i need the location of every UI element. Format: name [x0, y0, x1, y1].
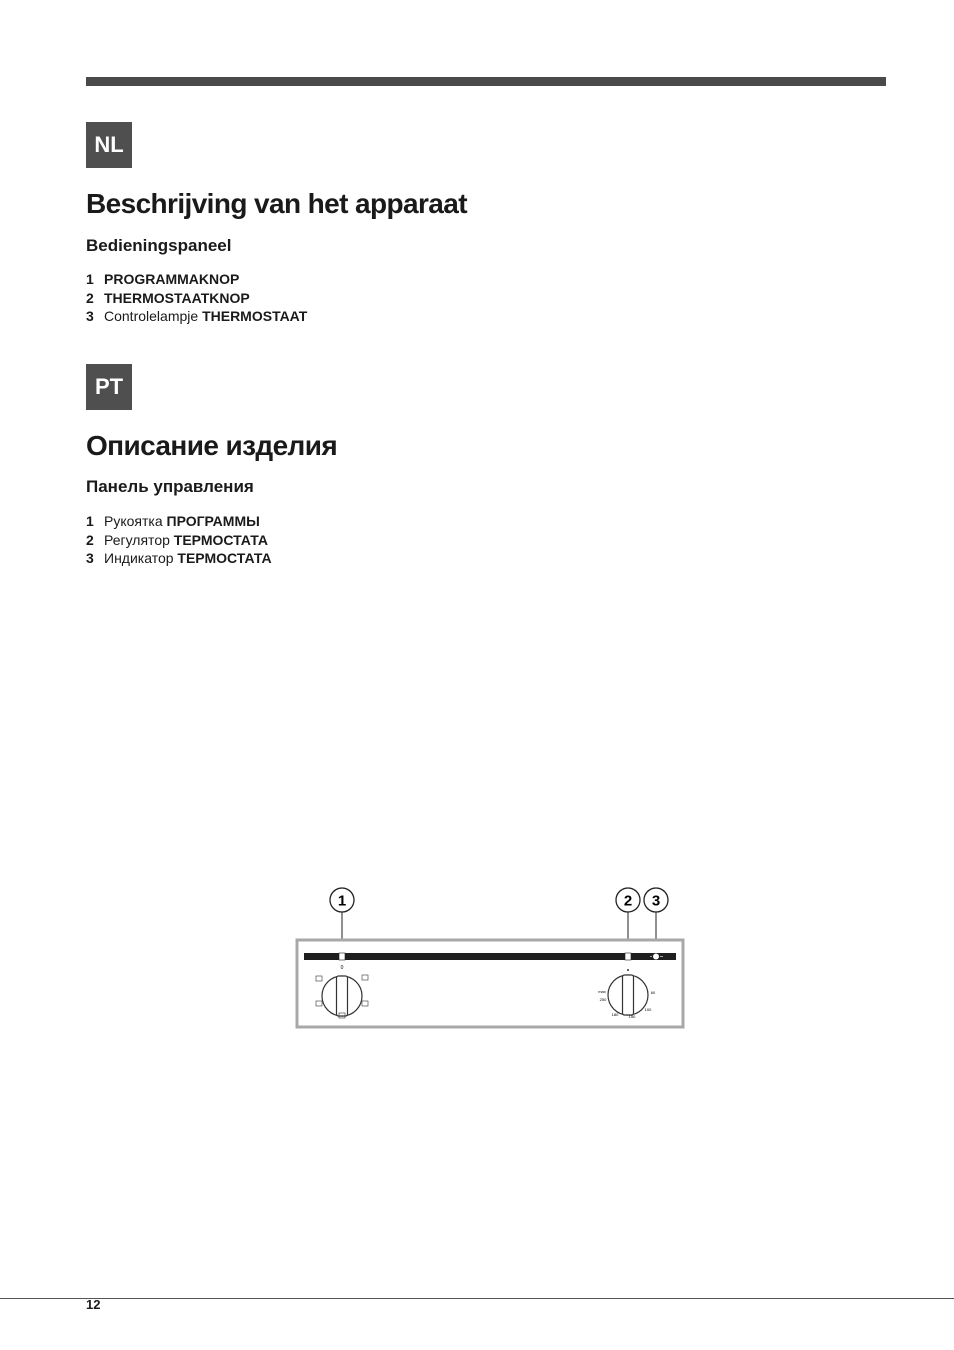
list-item: 1 Рукоятка ПРОГРАММЫ: [86, 513, 260, 529]
svg-text:150: 150: [628, 1014, 636, 1019]
svg-text:3: 3: [651, 892, 661, 910]
list-item: 2 Регулятор ТЕРМОСТАТА: [86, 531, 269, 548]
section-subtitle-pt: Панель управления: [86, 477, 254, 496]
list-item: 2 THERMOSTAATKNOP: [86, 289, 250, 306]
section-title-nl: Beschrijving van het apparaat: [86, 188, 467, 219]
component-list-nl: [86, 270, 307, 326]
footer-rule: [0, 1298, 954, 1299]
language-badge-pt: PT: [86, 364, 132, 410]
control-panel-figure: [290, 880, 690, 1035]
list-item: 3 Controlelampje THERMOSTAAT: [86, 308, 308, 324]
svg-text:2: 2: [623, 892, 633, 910]
language-badge-nl: NL: [86, 122, 132, 168]
top-rule: [86, 77, 886, 86]
svg-text:1: 1: [337, 892, 347, 910]
section-subtitle-nl: Bedieningspaneel: [86, 236, 232, 255]
thermostat-indicator-lamp: [653, 954, 659, 960]
svg-text:0: 0: [340, 965, 344, 971]
list-item: 1 PROGRAMMAKNOP: [86, 271, 240, 287]
svg-text:250: 250: [599, 997, 607, 1002]
page-number: 12: [86, 1297, 101, 1312]
svg-text:60: 60: [650, 990, 656, 995]
section-title-pt: Описание изделия: [86, 430, 338, 461]
panel-strip: [304, 953, 676, 960]
component-list-pt: [86, 512, 272, 568]
list-item: 3 Индикатор ТЕРМОСТАТА: [86, 550, 272, 566]
svg-text:max: max: [598, 989, 606, 994]
svg-text:180: 180: [611, 1012, 619, 1017]
svg-text:100: 100: [644, 1007, 652, 1012]
